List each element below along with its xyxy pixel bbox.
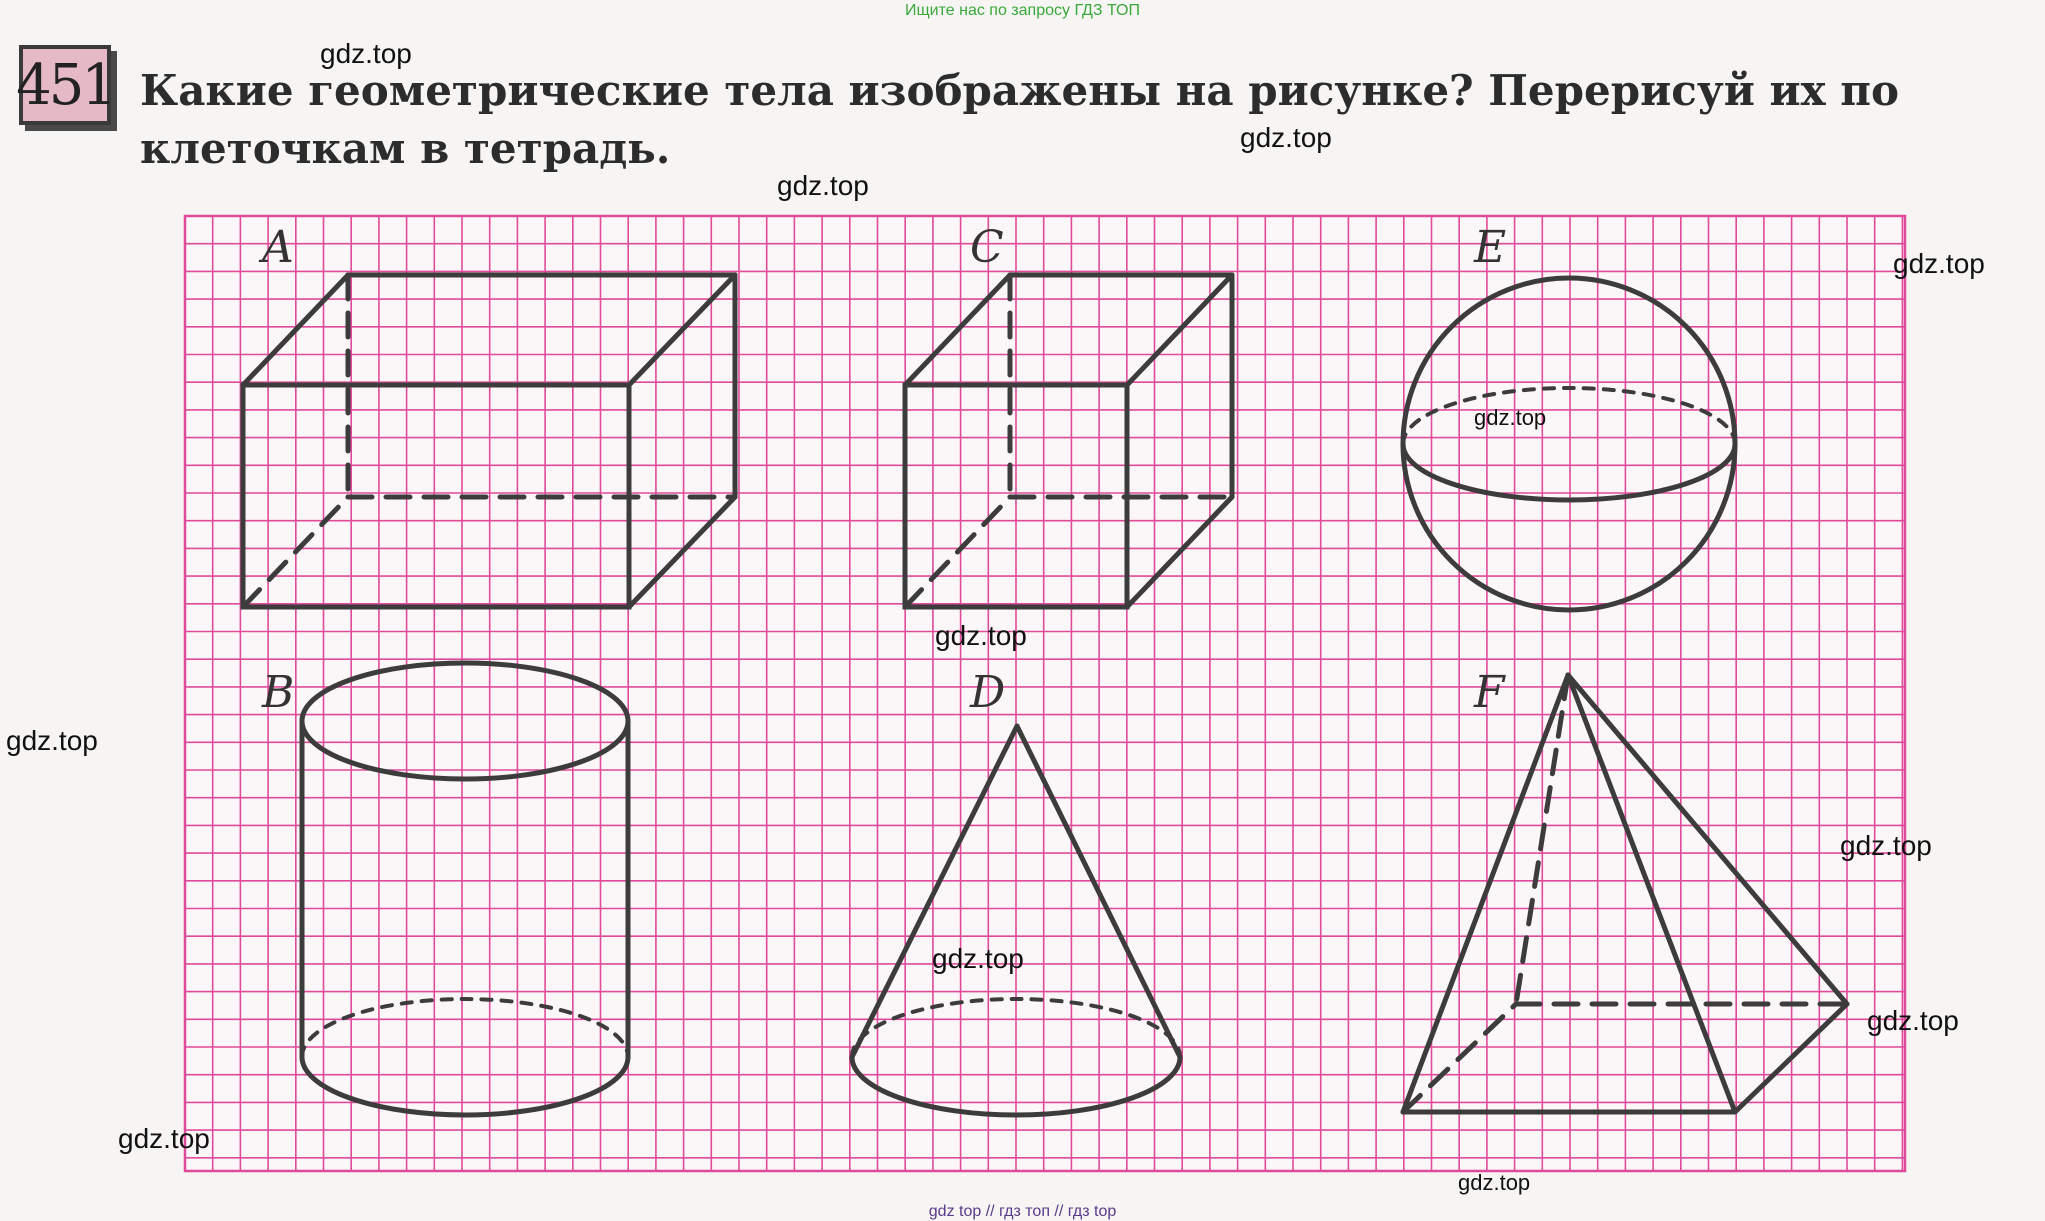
watermark: gdz.top bbox=[1474, 405, 1547, 430]
watermark: gdz.top bbox=[1840, 830, 1932, 861]
watermark: gdz.top bbox=[1867, 1005, 1959, 1036]
label-e: E bbox=[1474, 222, 1507, 273]
label-f: F bbox=[1474, 667, 1505, 718]
watermark: gdz.top bbox=[1893, 248, 1985, 279]
watermark: gdz.top bbox=[118, 1123, 210, 1154]
label-b: B bbox=[262, 667, 295, 718]
watermark: gdz.top bbox=[932, 943, 1024, 974]
watermark: gdz.top bbox=[6, 725, 98, 756]
bottom-banner: gdz top // гдз топ // гдз top bbox=[928, 1203, 1117, 1220]
label-d: D bbox=[970, 667, 1006, 718]
watermark: gdz.top bbox=[320, 38, 412, 69]
watermark: gdz.top bbox=[935, 620, 1027, 651]
top-banner: Ищите нас по запросу ГДЗ ТОП bbox=[905, 2, 1140, 19]
watermark: gdz.top bbox=[1458, 1170, 1531, 1195]
task-number: 451 bbox=[19, 45, 111, 125]
label-c: C bbox=[970, 222, 1004, 273]
label-a: A bbox=[262, 222, 294, 273]
watermark: gdz.top bbox=[777, 170, 869, 201]
task-text: Какие геометрические тела изображены на рисунке? Перерисуй их по клеточкам в тетрадь. bbox=[140, 66, 1900, 173]
watermark: gdz.top bbox=[1240, 122, 1332, 153]
